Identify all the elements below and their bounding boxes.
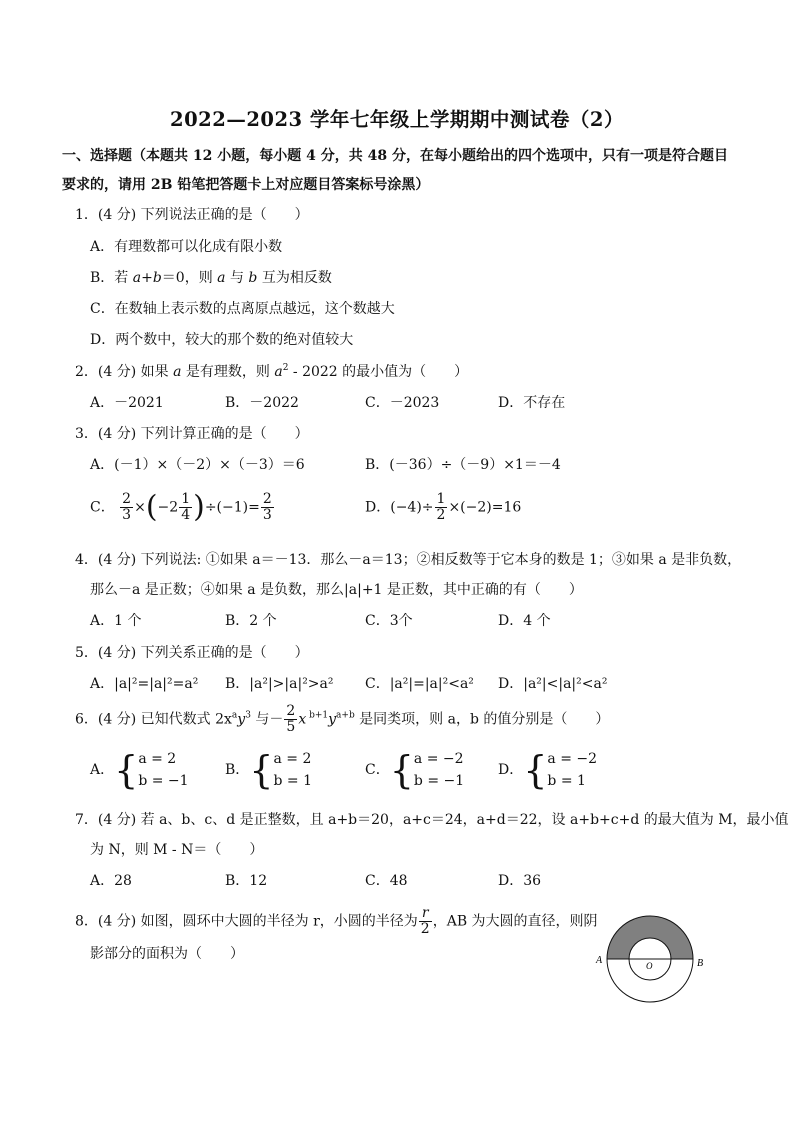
q7-option-b: B．12 — [225, 873, 268, 889]
fraction: $\frac{2}{3}$ — [262, 491, 272, 523]
q3-option-d: D．(−4)÷ $\frac{1}{2}$ ×(−2)=16 — [365, 491, 522, 523]
shaded-half-annulus — [607, 916, 693, 959]
q5-option-b: B．|a²|>|a|²>a² — [225, 676, 334, 692]
q3-stem: 3．(4 分) 下列计算正确的是（ ） — [75, 426, 309, 442]
q6-stem: 6．(4 分) 已知代数式 $2x^ay^3$ 与－ $\frac{2}{5}$ x $^{b+1}y^{a+b}$ 是同类项，则 a，b 的值分别是（ ） — [75, 703, 610, 735]
fraction: $\frac{2}{3}$ — [122, 491, 132, 523]
q4-line1: 4．(4 分) 下列说法: ①如果 a＝－13．那么－a＝13；②相反数等于它本身的数是 1；③如果 a 是非负数， — [75, 552, 742, 568]
q4-option-d: D．4 个 — [498, 613, 551, 629]
label-b: B — [697, 958, 704, 969]
q6-option-d: D．{ a = −2 b = 1 — [498, 748, 598, 792]
q3-option-b: B．(－36）÷（－9）×1＝－4 — [365, 457, 561, 473]
fraction: $\frac{1}{4}$ — [181, 491, 191, 523]
q7-line2: 为 N，则 M - N＝（ ） — [90, 842, 264, 858]
q4-option-a: A．1 个 — [90, 613, 142, 629]
q5-option-c: C．|a²|=|a|²<a² — [365, 676, 474, 692]
q5-stem: 5．(4 分) 下列关系正确的是（ ） — [75, 645, 309, 661]
annulus-figure — [592, 905, 710, 1009]
q1-option-c: C．在数轴上表示数的点离原点越远，这个数越大 — [90, 301, 395, 317]
fraction: $\frac{2}{5}$ — [286, 703, 296, 735]
q3-option-c: C． $\frac{2}{3}$ ×(−2 $\frac{1}{4}$ )÷(−1)= $\frac{2}{3}$ — [90, 489, 272, 525]
q2-stem: 2．(4 分) 如果 a 是有理数，则 $a^2 - 2022$ 的最小值为（ ） — [75, 363, 469, 380]
q2-option-d: D．不存在 — [498, 395, 566, 411]
label-o: O — [646, 961, 653, 971]
q3-option-a: A．(－1）×（－2）×（－3）＝6 — [90, 457, 305, 473]
fraction: $\frac{r}{2}$ — [420, 905, 430, 937]
q2-option-c: C．－2023 — [365, 395, 440, 411]
page-title: 2022—2023 学年七年级上学期期中测试卷（2） — [170, 108, 624, 131]
q7-option-d: D．36 — [498, 873, 542, 889]
q4-option-c: C．3个 — [365, 613, 413, 629]
fraction: $\frac{1}{2}$ — [436, 491, 446, 523]
q4-line2: 那么－a 是正数；④如果 a 是负数，那么|a|+1 是正数，其中正确的有（ ） — [90, 582, 583, 598]
q5-option-a: A．|a|²=|a|²=a² — [90, 676, 199, 692]
q1-option-b: B．若 a+b＝0，则 a 与 b 互为相反数 — [90, 270, 332, 286]
q8-line2: 影部分的面积为（ ） — [90, 946, 244, 962]
q7-line1: 7．(4 分) 若 a、b、c、d 是正整数，且 a+b＝20，a+c＝24，a+d＝22，设 a+b+c+d 的最大值为 M，最小值 — [75, 812, 789, 828]
q7-option-a: A．28 — [90, 873, 132, 889]
q2-option-a: A．－2021 — [90, 395, 164, 411]
q1-option-d: D．两个数中，较大的那个数的绝对值较大 — [90, 332, 354, 348]
q1-option-a: A．有理数都可以化成有限小数 — [90, 239, 283, 255]
q5-option-d: D．|a²|<|a|²<a² — [498, 676, 608, 692]
q7-option-c: C．48 — [365, 873, 408, 889]
q6-option-b: B．{ a = 2 b = 1 — [225, 748, 312, 792]
q6-option-a: A．{ a = 2 b = −1 — [90, 748, 189, 792]
q6-option-c: C．{ a = −2 b = −1 — [365, 748, 465, 792]
section-header-line1: 一、选择题（本题共 12 小题，每小题 4 分，共 48 分，在每小题给出的四个选项中，只有一项是符合题目 — [62, 148, 728, 164]
q8-line1: 8．(4 分) 如图，圆环中大圆的半径为 r，小圆的半径为 $\frac{r}{2}$ ，AB 为大圆的直径，则阴 — [75, 905, 598, 937]
q4-option-b: B．2 个 — [225, 613, 277, 629]
q1-stem: 1．(4 分) 下列说法正确的是（ ） — [75, 207, 309, 223]
q2-option-b: B．－2022 — [225, 395, 299, 411]
section-header-line2: 要求的，请用 2B 铅笔把答题卡上对应题目答案标号涂黑） — [62, 177, 430, 193]
label-a: A — [596, 955, 603, 966]
